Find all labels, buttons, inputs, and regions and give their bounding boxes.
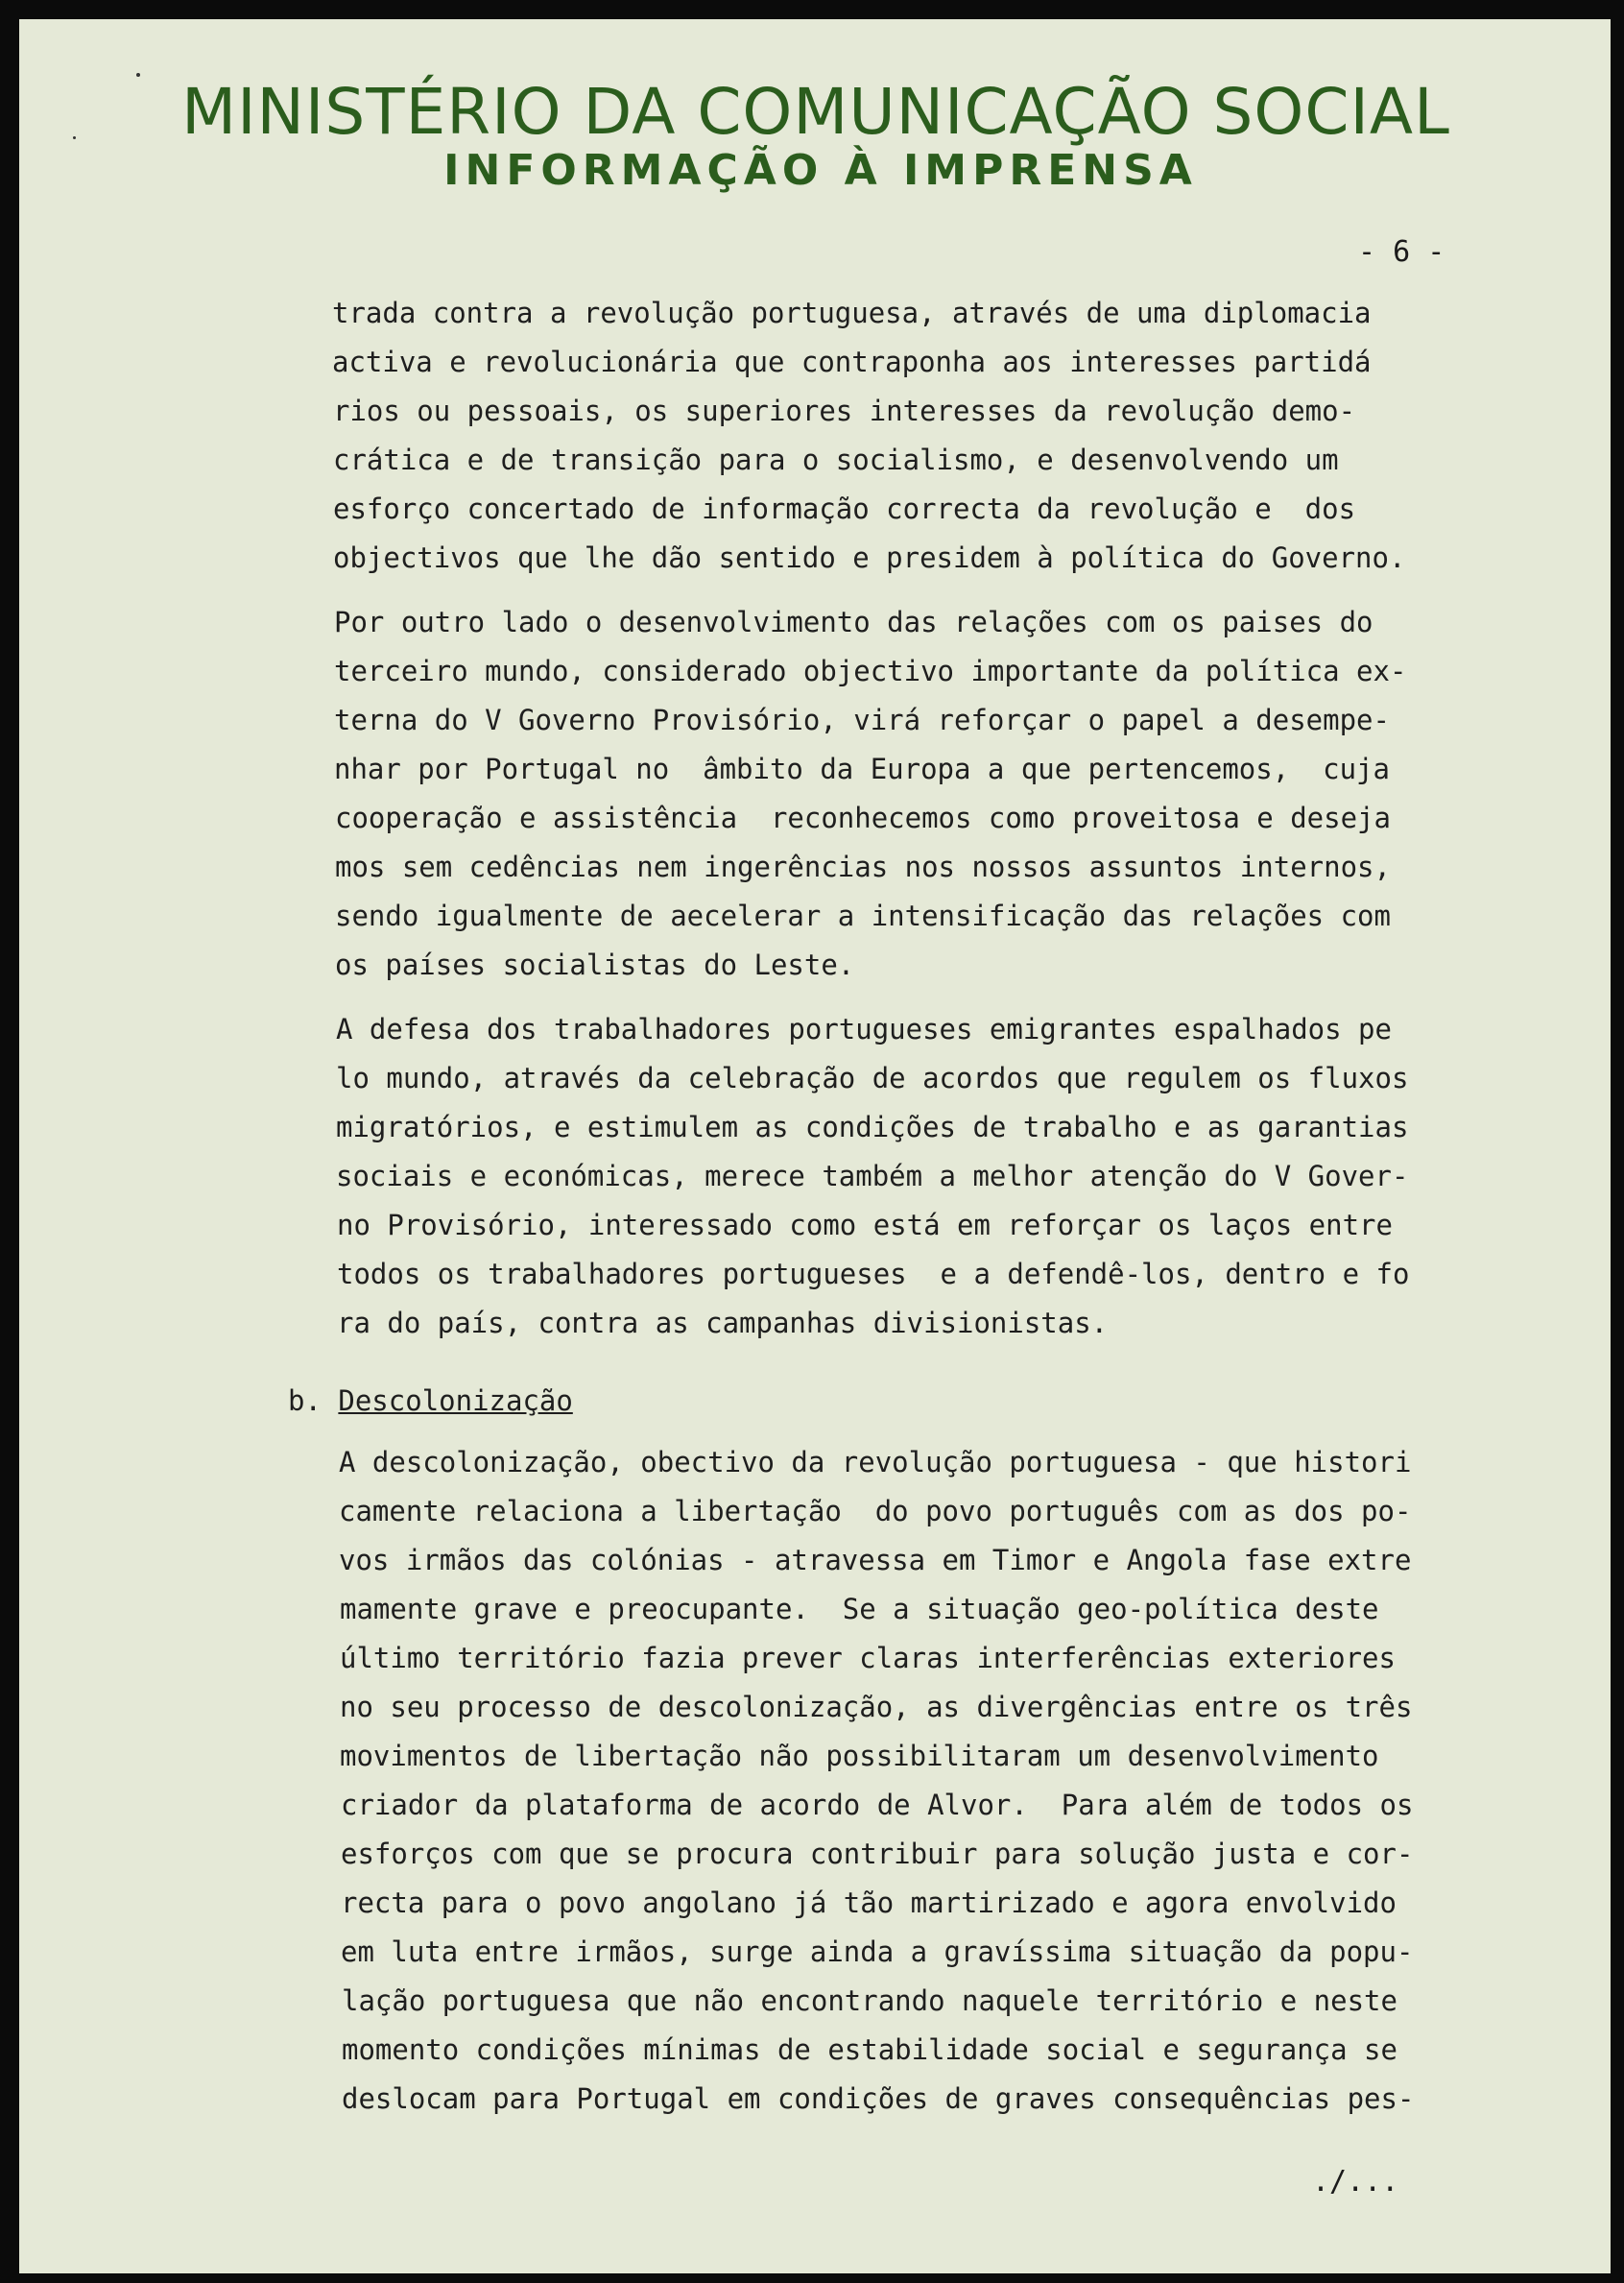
text-line: terna do V Governo Provisório, virá reforçar o papel a desempe- bbox=[334, 704, 1390, 736]
paper-speck bbox=[136, 73, 140, 77]
text-line: deslocam para Portugal em condições de graves consequências pes- bbox=[342, 2082, 1415, 2115]
text-line: movimentos de libertação não possibilitaram um desenvolvimento bbox=[340, 1740, 1379, 1772]
text-line: momento condições mínimas de estabilidade social e segurança se bbox=[342, 2033, 1397, 2066]
section-title: Descolonização bbox=[338, 1384, 573, 1417]
text-line: cooperação e assistência reconhecemos como proveitosa e deseja bbox=[335, 802, 1391, 834]
text-line: em luta entre irmãos, surge ainda a gravíssima situação da popu- bbox=[341, 1935, 1414, 1968]
section-heading bbox=[288, 1384, 573, 1417]
text-line: recta para o povo angolano já tão martirizado e agora envolvido bbox=[341, 1886, 1397, 1919]
text-line: esforço concertado de informação correcta da revolução e dos bbox=[333, 493, 1356, 525]
text-line: objectivos que lhe dão sentido e presidem à política do Governo. bbox=[333, 541, 1406, 574]
text-line: sociais e económicas, merece também a melhor atenção do V Gover- bbox=[336, 1160, 1409, 1192]
text-line: terceiro mundo, considerado objectivo importante da política ex- bbox=[334, 655, 1407, 687]
text-line: nhar por Portugal no âmbito da Europa a que pertencemos, cuja bbox=[334, 753, 1390, 785]
text-line: todos os trabalhadores portugueses e a defendê-los, dentro e fo bbox=[337, 1258, 1410, 1290]
continuation-mark: ./... bbox=[1312, 2165, 1399, 2199]
text-line: os países socialistas do Leste. bbox=[335, 949, 855, 981]
text-line: sendo igualmente de aecelerar a intensificação das relações com bbox=[335, 900, 1391, 932]
text-line: no seu processo de descolonização, as divergências entre os três bbox=[340, 1691, 1413, 1723]
press-subtitle: INFORMAÇÃO À IMPRENSA bbox=[443, 146, 1198, 195]
paper-speck bbox=[73, 136, 76, 139]
section-marker: b. bbox=[288, 1384, 322, 1417]
text-line: camente relaciona a libertação do povo português com as dos po- bbox=[339, 1495, 1412, 1527]
ministry-title: MINISTÉRIO DA COMUNICAÇÃO SOCIAL bbox=[181, 75, 1450, 149]
text-line: no Provisório, interessado como está em reforçar os laços entre bbox=[337, 1209, 1393, 1241]
text-line: rios ou pessoais, os superiores interesses da revolução demo- bbox=[333, 395, 1356, 427]
text-line: trada contra a revolução portuguesa, através de uma diplomacia bbox=[332, 297, 1372, 329]
text-line: criador da plataforma de acordo de Alvor. Para além de todos os bbox=[341, 1789, 1414, 1821]
text-line: activa e revolucionária que contraponha aos interesses partidá bbox=[332, 346, 1372, 378]
text-line: lação portuguesa que não encontrando naquele território e neste bbox=[342, 1984, 1397, 2017]
text-line: vos irmãos das colónias - atravessa em Timor e Angola fase extre bbox=[339, 1544, 1412, 1576]
text-line: último território fazia prever claras interferências exteriores bbox=[340, 1642, 1396, 1674]
text-line: Por outro lado o desenvolvimento das relações com os paises do bbox=[334, 606, 1373, 638]
document-page bbox=[19, 19, 1611, 2273]
text-line: crática e de transição para o socialismo, e desenvolvendo um bbox=[333, 444, 1339, 476]
text-line: A descolonização, obectivo da revolução portuguesa - que histori bbox=[339, 1446, 1412, 1478]
text-line: lo mundo, através da celebração de acordos que regulem os fluxos bbox=[336, 1062, 1409, 1094]
text-line: ra do país, contra as campanhas divisionistas. bbox=[337, 1307, 1109, 1339]
text-line: mos sem cedências nem ingerências nos nossos assuntos internos, bbox=[335, 851, 1391, 883]
text-line: migratórios, e estimulem as condições de trabalho e as garantias bbox=[336, 1111, 1409, 1143]
text-line: esforços com que se procura contribuir para solução justa e cor- bbox=[341, 1838, 1414, 1870]
page-number: - 6 - bbox=[1358, 235, 1445, 269]
text-line: mamente grave e preocupante. Se a situação geo-política deste bbox=[340, 1593, 1379, 1625]
text-line: A defesa dos trabalhadores portugueses emigrantes espalhados pe bbox=[336, 1013, 1392, 1045]
